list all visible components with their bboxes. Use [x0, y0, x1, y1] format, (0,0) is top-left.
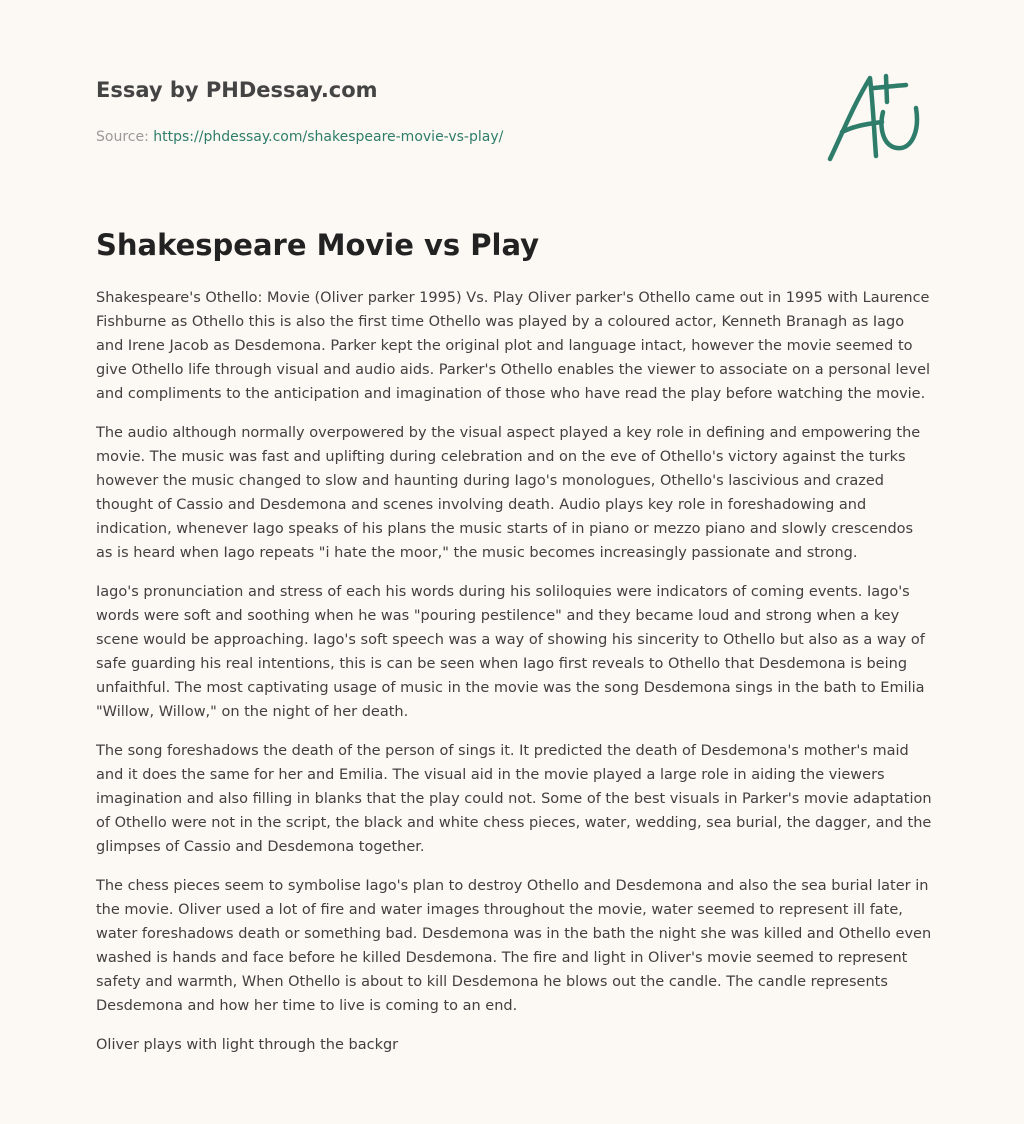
article-title: Shakespeare Movie vs Play: [96, 228, 540, 262]
site-brand: Essay by PHDessay.com: [96, 78, 378, 102]
source-line: [96, 128, 796, 146]
paragraph: Shakespeare's Othello: Movie (Oliver parker 1995) Vs. Play Oliver parker's Othello came out in 1995 with Laurence Fishburne as Othello this is also the first time Othello was played by a coloured actor, Kenneth Branagh as Iago and Irene Jacob as Desdemona. Parker kept the original plot and language intact, however the movie seemed to give Othello life through visual and audio aids. Parker's Othello enables the viewer to associate on a personal level and compliments to the anticipation and imagination of those who have read the play before watching the movie.: [96, 290, 931, 402]
essay-header: [96, 76, 796, 146]
source-label: Source:: [96, 129, 154, 145]
paragraph: Oliver plays with light through the backgr: [96, 1037, 399, 1053]
paragraph: Iago's pronunciation and stress of each his words during his soliloquies were indicators of coming events. Iago's words were soft and soothing when he was "pouring pestilence" and they became loud and strong when a key scene would be approaching. Iago's soft speech was a way of showing his sincerity to Othello but also as a way of safe guarding his real intentions, this is can be seen when Iago first reveals to Othello that Desdemona is being unfaithful. The most captivating usage of music in the movie was the song Desdemona sings in the bath to Emilia "Willow, Willow," on the night of her death.: [96, 584, 925, 720]
paragraph: The audio although normally overpowered by the visual aspect played a key role in defining and empowering the movie. The music was fast and uplifting during celebration and on the eve of Othello's victory against the turks however the music changed to slow and haunting during Iago's monologues, Othello's lascivious and crazed thought of Cassio and Desdemona and scenes involving death. Audio plays key role in foreshadowing and indication, whenever Iago speaks of his plans the music starts of in piano or mezzo piano and slowly crescendos as is heard when Iago repeats "i hate the moor," the music becomes increasingly passionate and strong.: [96, 425, 921, 561]
paragraph: The chess pieces seem to symbolise Iago's plan to destroy Othello and Desdemona and also the sea burial later in the movie. Oliver used a lot of fire and water images throughout the movie, water seemed to represent ill fate, water foreshadows death or something bad. Desdemona was in the bath the night she was killed and Othello even washed is hands and face before he killed Desdemona. The fire and light in Oliver's movie seemed to represent safety and warmth, When Othello is about to kill Desdemona he blows out the candle. The candle represents Desdemona and how her time to live is coming to an end.: [96, 878, 932, 1014]
a-plus-grade-icon: [820, 66, 930, 166]
paragraph: The song foreshadows the death of the person of sings it. It predicted the death of Desdemona's mother's maid and it does the same for her and Emilia. The visual aid in the movie played a large role in aiding the viewers imagination and also filling in blanks that the play could not. Some of the best visuals in Parker's movie adaptation of Othello were not in the script, the black and white chess pieces, water, wedding, sea burial, the dagger, and the glimpses of Cassio and Desdemona together.: [96, 743, 932, 855]
article: [96, 226, 932, 1072]
source-link[interactable]: https://phdessay.com/shakespeare-movie-vs-play/: [153, 129, 504, 145]
